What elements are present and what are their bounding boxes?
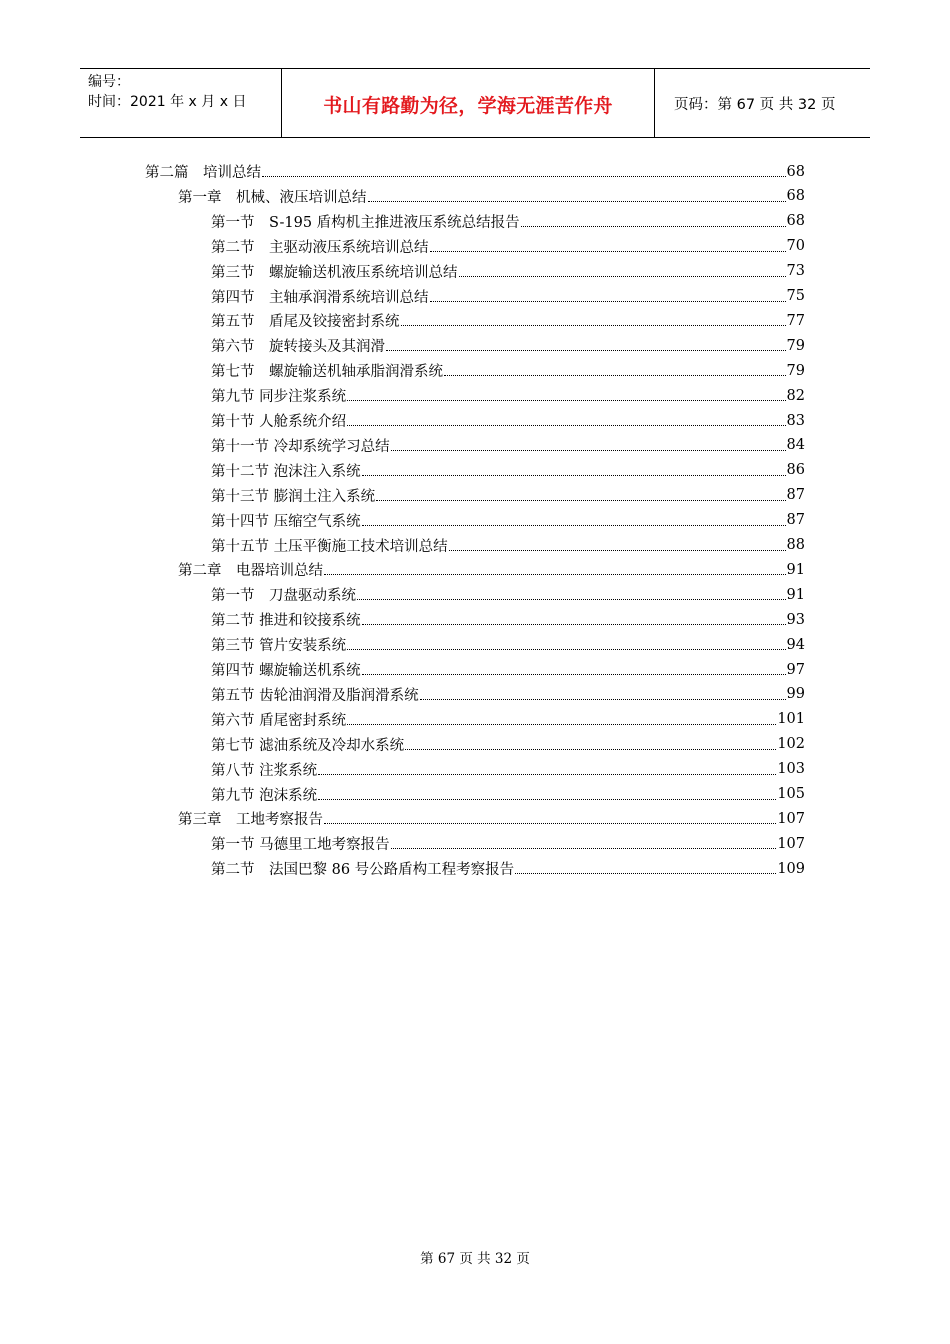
toc-entry-page-number: 94 (786, 636, 805, 653)
header-page-cell (664, 69, 870, 137)
toc-entry-page-number: 103 (777, 761, 805, 778)
toc-entry[interactable] (211, 333, 805, 358)
toc-entry-page-number: 77 (786, 312, 805, 329)
toc-dot-leader (449, 533, 786, 558)
page-footer: 第 67 页 共 32 页 (420, 1251, 530, 1267)
toc-entry-title: 第二篇 培训总结 (145, 165, 261, 181)
toc-entry-page-number: 99 (786, 686, 805, 703)
toc-entry-title: 第十三节 膨润土注入系统 (211, 488, 376, 505)
toc-entry[interactable] (211, 831, 805, 856)
toc-entry-title: 第四节 主轴承润滑系统培训总结 (211, 289, 429, 306)
toc-entry-page-number: 70 (786, 238, 805, 255)
toc-entry-page-number: 109 (777, 860, 805, 877)
toc-entry-page-number: 88 (786, 537, 805, 553)
toc-entry-page-number: 105 (777, 786, 805, 802)
toc-entry-title: 第二章 电器培训总结 (178, 563, 323, 580)
toc-dot-leader (430, 284, 786, 309)
toc-entry-page-number: 68 (786, 163, 805, 180)
toc-entry[interactable] (211, 433, 805, 458)
document-number-label: 编号： (88, 74, 130, 90)
toc-entry-title: 第十四节 压缩空气系统 (211, 513, 361, 530)
toc-entry-title: 第二节 法国巴黎 86 号公路盾构工程考察报告 (211, 862, 515, 879)
page-header (80, 68, 870, 138)
header-page-info: 页码：第 67 页 共 32 页 (674, 96, 836, 113)
toc-entry[interactable] (211, 732, 805, 757)
toc-dot-leader (459, 259, 786, 284)
toc-entry-page-number: 79 (786, 362, 805, 379)
toc-entry-page-number: 73 (786, 263, 805, 280)
toc-dot-leader (362, 607, 786, 632)
toc-entry-page-number: 68 (786, 188, 805, 205)
toc-dot-leader (324, 557, 786, 582)
toc-dot-leader (362, 458, 786, 483)
toc-dot-leader (357, 582, 786, 607)
toc-entry-title: 第九节 泡沫系统 (211, 787, 318, 804)
toc-entry-title: 第二节 主驱动液压系统培训总结 (211, 239, 429, 256)
toc-entry-title: 第十节 人舱系统介绍 (211, 414, 347, 430)
toc-entry-title: 第九节 同步注浆系统 (211, 389, 347, 406)
toc-entry[interactable] (211, 856, 805, 881)
toc-dot-leader (376, 483, 785, 508)
toc-entry[interactable] (211, 458, 805, 483)
toc-entry-page-number: 107 (777, 810, 805, 827)
toc-entry-page-number: 101 (777, 711, 805, 728)
toc-entry[interactable] (211, 657, 805, 682)
toc-entry-title: 第一节 S-195 盾构机主推进液压系统总结报告 (211, 214, 520, 231)
toc-entry[interactable] (211, 707, 805, 732)
toc-entry-title: 第七节 螺旋输送机轴承脂润滑系统 (211, 364, 443, 381)
toc-entry-page-number: 91 (786, 561, 805, 578)
toc-dot-leader (430, 234, 786, 259)
toc-entry-title: 第六节 旋转接头及其润滑 (211, 339, 385, 356)
toc-entry-title: 第三章 工地考察报告 (178, 812, 323, 829)
toc-entry-page-number: 87 (786, 487, 805, 504)
toc-entry[interactable] (211, 508, 805, 533)
toc-dot-leader (405, 732, 776, 757)
toc-entry[interactable] (211, 607, 805, 632)
toc-entry-page-number: 107 (777, 835, 805, 852)
toc-entry-title: 第八节 注浆系统 (211, 762, 318, 779)
toc-entry-title: 第一节 马德里工地考察报告 (211, 837, 390, 854)
toc-entry-title: 第十五节 土压平衡施工技术培训总结 (211, 538, 448, 555)
header-motto: 书山有路勤为径，学海无涯苦作舟 (323, 94, 613, 117)
toc-entry[interactable] (178, 557, 805, 582)
toc-entry-title: 第四节 螺旋输送机系统 (211, 663, 361, 679)
toc-entry[interactable] (211, 383, 805, 408)
toc-entry[interactable] (211, 782, 805, 807)
toc-entry[interactable] (211, 284, 805, 309)
toc-entry[interactable] (211, 757, 805, 782)
toc-dot-leader (444, 358, 786, 383)
toc-dot-leader (318, 782, 776, 807)
toc-entry-page-number: 102 (777, 736, 805, 753)
toc-entry-title: 第三节 螺旋输送机液压系统培训总结 (211, 264, 458, 281)
toc-entry-page-number: 75 (786, 288, 805, 304)
toc-entry-page-number: 87 (786, 512, 805, 529)
toc-entry-title: 第五节 齿轮油润滑及脂润滑系统 (211, 687, 419, 704)
toc-entry[interactable] (211, 308, 805, 333)
toc-dot-leader (420, 682, 786, 707)
toc-entry-title: 第七节 滤油系统及冷却水系统 (211, 737, 405, 754)
header-motto-cell (281, 69, 655, 137)
toc-entry[interactable] (211, 358, 805, 383)
toc-entry-title: 第二节 推进和铰接系统 (211, 613, 361, 630)
toc-entry[interactable] (211, 408, 805, 433)
toc-entry-title: 第六节 盾尾密封系统 (211, 712, 347, 729)
toc-entry[interactable] (211, 632, 805, 657)
toc-dot-leader (347, 383, 785, 408)
toc-dot-leader (362, 657, 786, 682)
toc-entry[interactable] (211, 209, 805, 234)
toc-entry[interactable] (211, 483, 805, 508)
toc-dot-leader (515, 856, 776, 881)
toc-dot-leader (347, 632, 785, 657)
toc-entry-title: 第一节 刀盘驱动系统 (211, 588, 356, 605)
toc-dot-leader (391, 831, 777, 856)
toc-entry[interactable] (178, 184, 805, 209)
toc-entry-page-number: 83 (786, 412, 805, 429)
toc-entry-page-number: 91 (786, 586, 805, 603)
toc-entry-page-number: 97 (786, 661, 805, 678)
toc-entry-title: 第三节 管片安装系统 (211, 638, 347, 655)
toc-entry-page-number: 68 (786, 213, 805, 230)
toc-dot-leader (368, 184, 786, 209)
toc-entry[interactable] (211, 682, 805, 707)
toc-dot-leader (262, 159, 786, 184)
toc-entry-page-number: 93 (786, 611, 805, 628)
toc-entry-title: 第五节 盾尾及铰接密封系统 (211, 314, 400, 331)
toc-dot-leader (362, 508, 786, 533)
toc-entry-page-number: 86 (786, 462, 805, 479)
toc-entry[interactable] (211, 582, 805, 607)
toc-entry-page-number: 79 (786, 337, 805, 354)
toc-dot-leader (347, 707, 776, 732)
toc-dot-leader (347, 408, 785, 433)
toc-entry-title: 第一章 机械、液压培训总结 (178, 189, 367, 206)
toc-dot-leader (391, 433, 786, 458)
toc-entry-title: 第十一节 冷却系统学习总结 (211, 438, 390, 455)
toc-dot-leader (324, 806, 776, 831)
toc-entry[interactable] (211, 234, 805, 259)
toc-dot-leader (401, 308, 786, 333)
toc-dot-leader (318, 757, 776, 782)
toc-entry-page-number: 82 (786, 387, 805, 404)
toc-dot-leader (521, 209, 786, 234)
document-date-label: 时间：2021 年 x 月 x 日 (88, 94, 247, 110)
header-meta-cell (80, 69, 280, 137)
toc-entry-page-number: 84 (786, 437, 805, 454)
toc-entry[interactable] (211, 259, 805, 284)
toc-entry[interactable] (211, 533, 805, 558)
toc-entry-title: 第十二节 泡沫注入系统 (211, 463, 361, 480)
toc-entry[interactable] (145, 159, 805, 184)
toc-entry[interactable] (178, 806, 805, 831)
toc-dot-leader (386, 333, 786, 358)
